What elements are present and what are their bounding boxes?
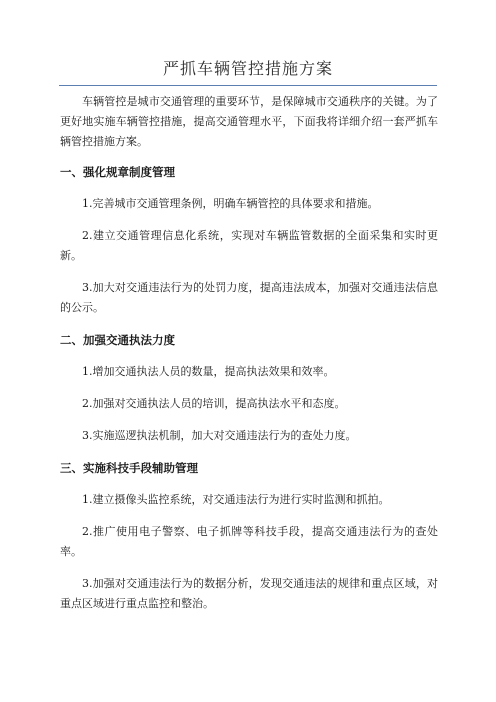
list-item: 2.建立交通管理信息化系统，实现对车辆监管数据的全面采集和实时更新。 [60,229,438,262]
document-title: 严抓车辆管控措施方案 [162,59,333,78]
list-item: 3.实施巡逻执法机制，加大对交通违法行为的查处力度。 [82,429,357,442]
list-item: 3.加大对交通违法行为的处罚力度，提高违法成本，加强对交通违法信息的公示。 [60,281,438,314]
section-heading: 一、强化规章制度管理 [60,165,175,179]
list-item: 2.推广使用电子警察、电子抓牌等科技手段，提高交通违法行为的查处率。 [60,525,438,558]
list-item: 1.完善城市交通管理条例，明确车辆管控的具体要求和措施。 [82,197,379,210]
list-item: 3.加强对交通违法行为的数据分析，发现交通违法的规律和重点区域，对重点区域进行重点监控和整治。 [60,577,438,610]
list-item: 2.加强对交通执法人员的培训，提高执法水平和态度。 [82,397,346,410]
document-body [60,92,438,626]
section-1 [60,162,438,318]
title-underline [59,85,437,86]
section-heading: 三、实施科技手段辅助管理 [60,461,198,475]
section-3 [60,458,438,614]
intro-paragraph: 车辆管控是城市交通管理的重要环节，是保障城市交通秩序的关键。为了更好地实施车辆管控措施，提高交通管理水平，下面我将详细介绍一套严抓车辆管控措施方案。 [60,95,438,148]
section-heading: 二、加强交通执法力度 [60,333,175,347]
list-item: 1.建立摄像头监控系统，对交通违法行为进行实时监测和抓拍。 [82,493,390,506]
list-item: 1.增加交通执法人员的数量，提高执法效果和效率。 [82,365,335,378]
section-2 [60,330,438,446]
